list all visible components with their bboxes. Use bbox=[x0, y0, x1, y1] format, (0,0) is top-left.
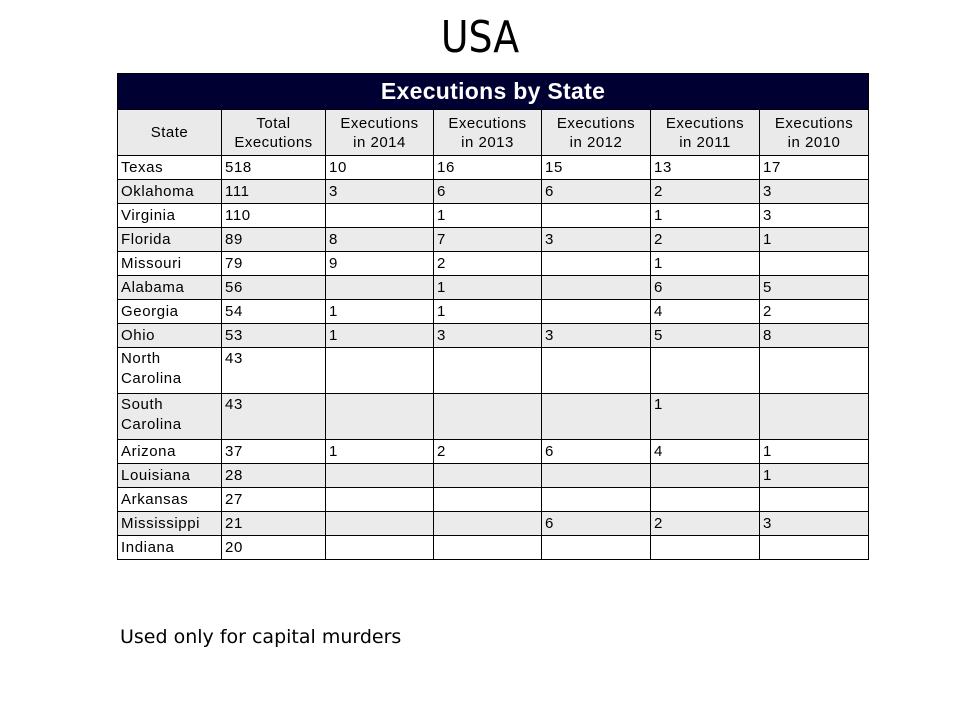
cell-2014 bbox=[326, 512, 434, 536]
cell-2012 bbox=[542, 394, 651, 440]
table-row bbox=[118, 180, 869, 204]
cell-total: 43 bbox=[222, 348, 326, 394]
cell-state: Florida bbox=[118, 228, 222, 252]
cell-2013 bbox=[434, 488, 542, 512]
cell-2010: 3 bbox=[760, 180, 869, 204]
cell-total: 518 bbox=[222, 156, 326, 180]
cell-state: Louisiana bbox=[118, 464, 222, 488]
table-row bbox=[118, 300, 869, 324]
executions-table-container bbox=[117, 73, 868, 560]
cell-2013: 7 bbox=[434, 228, 542, 252]
cell-total: 111 bbox=[222, 180, 326, 204]
cell-state: Missouri bbox=[118, 252, 222, 276]
col-header-2013: Executions in 2013 bbox=[434, 110, 542, 156]
table-row bbox=[118, 464, 869, 488]
cell-state: Arkansas bbox=[118, 488, 222, 512]
table-row bbox=[118, 440, 869, 464]
cell-2010: 1 bbox=[760, 464, 869, 488]
cell-state: Virginia bbox=[118, 204, 222, 228]
cell-2011: 5 bbox=[651, 324, 760, 348]
cell-2013: 1 bbox=[434, 300, 542, 324]
cell-2013: 2 bbox=[434, 440, 542, 464]
cell-2012 bbox=[542, 464, 651, 488]
cell-2011: 4 bbox=[651, 300, 760, 324]
cell-state: Arizona bbox=[118, 440, 222, 464]
cell-state: Oklahoma bbox=[118, 180, 222, 204]
table-row bbox=[118, 324, 869, 348]
table-row bbox=[118, 252, 869, 276]
cell-2014 bbox=[326, 488, 434, 512]
cell-total: 37 bbox=[222, 440, 326, 464]
table-row bbox=[118, 228, 869, 252]
cell-2014 bbox=[326, 464, 434, 488]
cell-2011: 1 bbox=[651, 204, 760, 228]
cell-2010: 5 bbox=[760, 276, 869, 300]
cell-2012 bbox=[542, 536, 651, 560]
table-row bbox=[118, 512, 869, 536]
cell-total: 20 bbox=[222, 536, 326, 560]
cell-2012 bbox=[542, 204, 651, 228]
cell-2014: 8 bbox=[326, 228, 434, 252]
table-row bbox=[118, 488, 869, 512]
cell-2013: 1 bbox=[434, 276, 542, 300]
cell-2012 bbox=[542, 300, 651, 324]
cell-2012: 3 bbox=[542, 324, 651, 348]
cell-2014: 1 bbox=[326, 300, 434, 324]
cell-state: South Carolina bbox=[118, 394, 222, 440]
cell-2012 bbox=[542, 348, 651, 394]
cell-2011: 2 bbox=[651, 228, 760, 252]
cell-2013: 1 bbox=[434, 204, 542, 228]
table-row bbox=[118, 276, 869, 300]
col-header-total: Total Executions bbox=[222, 110, 326, 156]
cell-2011: 2 bbox=[651, 512, 760, 536]
cell-2012: 6 bbox=[542, 512, 651, 536]
cell-2011 bbox=[651, 348, 760, 394]
cell-2014 bbox=[326, 204, 434, 228]
cell-2013 bbox=[434, 464, 542, 488]
table-row bbox=[118, 348, 869, 394]
cell-total: 53 bbox=[222, 324, 326, 348]
cell-2012: 6 bbox=[542, 180, 651, 204]
cell-2010 bbox=[760, 348, 869, 394]
cell-2010 bbox=[760, 394, 869, 440]
slide-title: USA bbox=[440, 12, 520, 63]
cell-2011 bbox=[651, 488, 760, 512]
cell-total: 89 bbox=[222, 228, 326, 252]
table-body bbox=[118, 156, 869, 560]
cell-state: North Carolina bbox=[118, 348, 222, 394]
cell-total: 43 bbox=[222, 394, 326, 440]
cell-2013: 3 bbox=[434, 324, 542, 348]
cell-total: 28 bbox=[222, 464, 326, 488]
cell-2014: 3 bbox=[326, 180, 434, 204]
cell-2012: 6 bbox=[542, 440, 651, 464]
cell-total: 110 bbox=[222, 204, 326, 228]
cell-total: 56 bbox=[222, 276, 326, 300]
cell-2013 bbox=[434, 512, 542, 536]
table-row bbox=[118, 204, 869, 228]
cell-2014 bbox=[326, 276, 434, 300]
cell-2010 bbox=[760, 536, 869, 560]
cell-total: 21 bbox=[222, 512, 326, 536]
cell-2012: 3 bbox=[542, 228, 651, 252]
cell-2014 bbox=[326, 536, 434, 560]
cell-2010 bbox=[760, 488, 869, 512]
cell-2011: 13 bbox=[651, 156, 760, 180]
cell-total: 79 bbox=[222, 252, 326, 276]
cell-2010: 3 bbox=[760, 204, 869, 228]
col-header-2011: Executions in 2011 bbox=[651, 110, 760, 156]
cell-state: Ohio bbox=[118, 324, 222, 348]
cell-2012 bbox=[542, 252, 651, 276]
cell-2014: 10 bbox=[326, 156, 434, 180]
cell-2011: 6 bbox=[651, 276, 760, 300]
cell-2012: 15 bbox=[542, 156, 651, 180]
table-banner: Executions by State bbox=[118, 74, 869, 110]
cell-state: Alabama bbox=[118, 276, 222, 300]
cell-2013: 6 bbox=[434, 180, 542, 204]
cell-2010: 17 bbox=[760, 156, 869, 180]
cell-2013 bbox=[434, 394, 542, 440]
cell-2014 bbox=[326, 394, 434, 440]
table-row bbox=[118, 156, 869, 180]
cell-2014 bbox=[326, 348, 434, 394]
cell-2010: 1 bbox=[760, 440, 869, 464]
cell-state: Indiana bbox=[118, 536, 222, 560]
footnote: Used only for capital murders bbox=[120, 626, 402, 648]
cell-2010 bbox=[760, 252, 869, 276]
cell-2012 bbox=[542, 488, 651, 512]
col-header-state: State bbox=[118, 110, 222, 156]
cell-2014: 1 bbox=[326, 324, 434, 348]
cell-2011 bbox=[651, 536, 760, 560]
cell-2011: 2 bbox=[651, 180, 760, 204]
cell-total: 54 bbox=[222, 300, 326, 324]
col-header-2012: Executions in 2012 bbox=[542, 110, 651, 156]
cell-total: 27 bbox=[222, 488, 326, 512]
header-row bbox=[118, 110, 869, 156]
cell-2011 bbox=[651, 464, 760, 488]
col-header-2010: Executions in 2010 bbox=[760, 110, 869, 156]
cell-2013: 2 bbox=[434, 252, 542, 276]
col-header-2014: Executions in 2014 bbox=[326, 110, 434, 156]
executions-table bbox=[117, 73, 869, 560]
cell-2010: 1 bbox=[760, 228, 869, 252]
cell-2011: 4 bbox=[651, 440, 760, 464]
cell-2014: 9 bbox=[326, 252, 434, 276]
cell-state: Georgia bbox=[118, 300, 222, 324]
cell-2010: 3 bbox=[760, 512, 869, 536]
table-row bbox=[118, 394, 869, 440]
table-row bbox=[118, 536, 869, 560]
cell-2010: 2 bbox=[760, 300, 869, 324]
cell-2011: 1 bbox=[651, 394, 760, 440]
cell-2011: 1 bbox=[651, 252, 760, 276]
cell-2013: 16 bbox=[434, 156, 542, 180]
cell-state: Texas bbox=[118, 156, 222, 180]
cell-2014: 1 bbox=[326, 440, 434, 464]
cell-2012 bbox=[542, 276, 651, 300]
cell-2013 bbox=[434, 348, 542, 394]
cell-2013 bbox=[434, 536, 542, 560]
cell-2010: 8 bbox=[760, 324, 869, 348]
cell-state: Mississippi bbox=[118, 512, 222, 536]
